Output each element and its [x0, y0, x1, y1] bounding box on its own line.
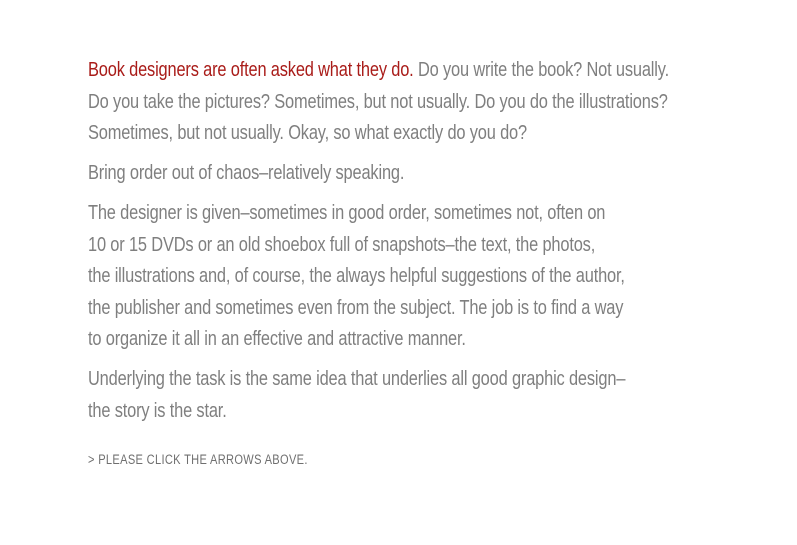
footer-instruction: > PLEASE CLICK THE ARROWS ABOVE. [88, 452, 308, 467]
intro-line-2: Do you take the pictures? Sometimes, but not usually. Do you do the illustrations? [88, 90, 668, 113]
paragraph-intro [88, 55, 711, 150]
intro-line-1 [88, 55, 711, 87]
designer-line-1: The designer is given–sometimes in good order, sometimes not, often on [88, 202, 606, 224]
intro-line-3: Sometimes, but not usually. Okay, so what exactly do you do? [88, 122, 527, 144]
designer-line-2: 10 or 15 DVDs or an old shoebox full of snapshots–the text, the photos, [88, 233, 596, 256]
chaos-line-1: Bring order out of chaos–relatively speaking. [88, 162, 405, 184]
designer-line-5: to organize it all in an effective and attractive manner. [88, 328, 466, 350]
designer-line-3: the illustrations and, of course, the always helpful suggestions of the author, [88, 265, 625, 287]
intro-line-1-rest: Do you write the book? Not usually. [417, 59, 669, 81]
underlying-line-1: Underlying the task is the same idea that underlies all good graphic design– [88, 368, 626, 390]
paragraph-chaos [88, 158, 711, 190]
paragraph-designer [88, 198, 711, 356]
paragraph-underlying [88, 364, 711, 427]
designer-line-4: the publisher and sometimes even from the subject. The job is to find a way [88, 296, 624, 319]
underlying-line-2: the story is the star. [88, 399, 227, 422]
intro-lead-sentence: Book designers are often asked what they do. [88, 59, 414, 81]
article-text-block [88, 55, 711, 478]
